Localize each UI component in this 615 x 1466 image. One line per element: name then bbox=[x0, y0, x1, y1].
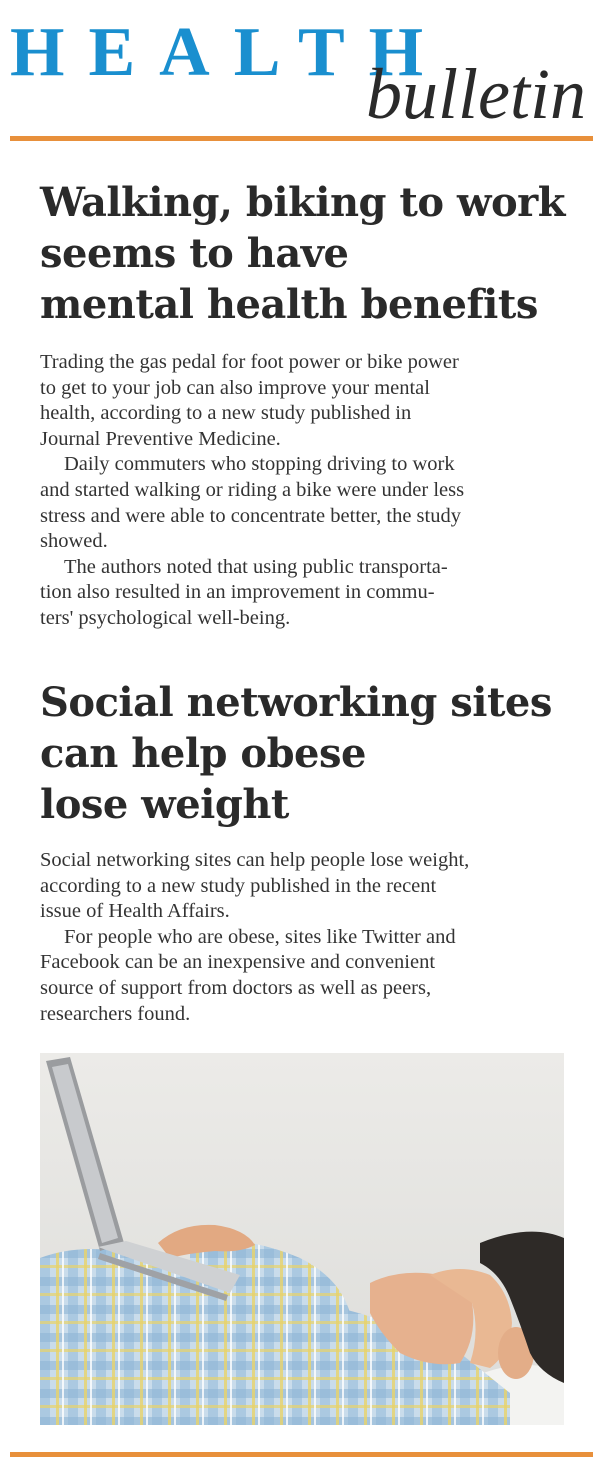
bottom-rule bbox=[10, 1452, 593, 1457]
body-line: Social networking sites can help people lose weight, bbox=[40, 849, 470, 871]
body-line: stress and were able to concentrate better, the study bbox=[40, 504, 461, 527]
masthead bbox=[0, 0, 615, 140]
body-line: according to a new study published in the recent bbox=[40, 874, 437, 897]
headline-line: Social networking sites bbox=[40, 679, 552, 726]
article1-headline bbox=[40, 177, 600, 330]
body-line: researchers found. bbox=[40, 1002, 191, 1025]
top-rule bbox=[10, 136, 593, 141]
photo-man-with-laptop bbox=[40, 1053, 564, 1425]
masthead-bulletin: bulletin bbox=[366, 54, 586, 134]
article2-body bbox=[40, 848, 570, 1027]
headline-line: Walking, biking to work bbox=[40, 179, 565, 226]
body-line: showed. bbox=[40, 530, 108, 553]
headline-line: can help obese bbox=[40, 730, 366, 777]
headline-line: mental health benefits bbox=[40, 281, 538, 328]
body-line: and started walking or riding a bike were under less bbox=[40, 478, 465, 501]
body-line: source of support from doctors as well as peers, bbox=[40, 976, 432, 999]
body-line: ters' psychological well-being. bbox=[40, 606, 291, 629]
body-line: to get to your job can also improve your mental bbox=[40, 376, 430, 399]
masthead-health: HEALTH bbox=[10, 14, 448, 91]
body-line: For people who are obese, sites like Twitter and bbox=[64, 925, 456, 948]
body-line: Trading the gas pedal for foot power or bike power bbox=[40, 351, 459, 373]
body-line: tion also resulted in an improvement in commu- bbox=[40, 581, 435, 604]
headline-line: lose weight bbox=[40, 781, 289, 828]
body-line: Facebook can be an inexpensive and convenient bbox=[40, 951, 436, 974]
headline-line: seems to have bbox=[40, 230, 349, 277]
body-line: Journal Preventive Medicine. bbox=[40, 427, 281, 450]
body-line: issue of Health Affairs. bbox=[40, 900, 230, 923]
article2-headline bbox=[40, 677, 600, 830]
body-line: health, according to a new study published in bbox=[40, 402, 412, 425]
article1-body bbox=[40, 350, 570, 632]
body-line: Daily commuters who stopping driving to work bbox=[64, 453, 455, 476]
body-line: The authors noted that using public transporta- bbox=[64, 555, 448, 578]
